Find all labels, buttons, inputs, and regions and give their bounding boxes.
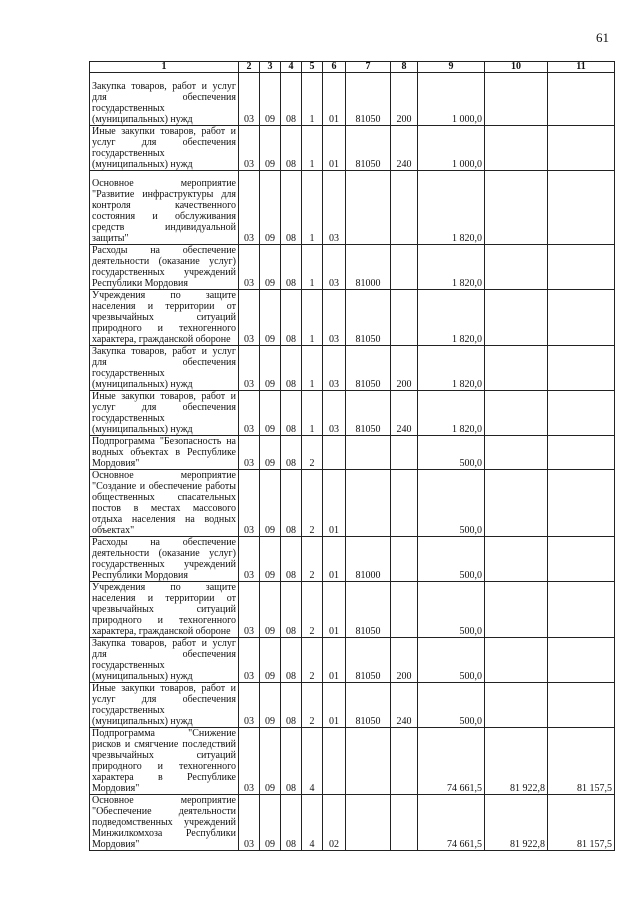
row-name: Основное мероприятие "Создание и обеспечение работы общественных спасательных постов в местах массового отдыха населения на водных объектах" — [90, 470, 239, 537]
cell-c8 — [391, 290, 418, 346]
cell-c9: 1 820,0 — [418, 391, 485, 436]
cell-c2: 03 — [239, 346, 260, 391]
cell-c9: 1 000,0 — [418, 126, 485, 171]
cell-c3: 09 — [260, 582, 281, 638]
cell-c5: 1 — [302, 126, 323, 171]
cell-c9: 500,0 — [418, 683, 485, 728]
cell-c10 — [485, 683, 548, 728]
column-header: 6 — [323, 62, 346, 73]
cell-c5: 1 — [302, 346, 323, 391]
column-header: 4 — [281, 62, 302, 73]
cell-c7: 81050 — [346, 346, 391, 391]
cell-c11: 81 157,5 — [548, 795, 615, 851]
cell-c7 — [346, 728, 391, 795]
cell-c10 — [485, 73, 548, 126]
cell-c9: 500,0 — [418, 537, 485, 582]
cell-c8: 200 — [391, 73, 418, 126]
cell-c3: 09 — [260, 73, 281, 126]
cell-c3: 09 — [260, 346, 281, 391]
column-header: 9 — [418, 62, 485, 73]
cell-c3: 09 — [260, 728, 281, 795]
cell-c7 — [346, 436, 391, 470]
cell-c2: 03 — [239, 391, 260, 436]
cell-c10 — [485, 537, 548, 582]
cell-c6: 01 — [323, 126, 346, 171]
column-header: 11 — [548, 62, 615, 73]
cell-c5: 2 — [302, 436, 323, 470]
cell-c6: 03 — [323, 346, 346, 391]
cell-c4: 08 — [281, 582, 302, 638]
cell-c8 — [391, 582, 418, 638]
cell-c4: 08 — [281, 391, 302, 436]
cell-c3: 09 — [260, 683, 281, 728]
cell-c7: 81050 — [346, 391, 391, 436]
page-number: 61 — [596, 30, 609, 45]
cell-c3: 09 — [260, 171, 281, 245]
cell-c7 — [346, 470, 391, 537]
cell-c6: 03 — [323, 391, 346, 436]
cell-c6: 02 — [323, 795, 346, 851]
cell-c11 — [548, 346, 615, 391]
cell-c3: 09 — [260, 290, 281, 346]
cell-c10 — [485, 346, 548, 391]
cell-c3: 09 — [260, 126, 281, 171]
cell-c9: 1 820,0 — [418, 346, 485, 391]
cell-c5: 2 — [302, 683, 323, 728]
cell-c2: 03 — [239, 171, 260, 245]
cell-c4: 08 — [281, 638, 302, 683]
cell-c11 — [548, 582, 615, 638]
cell-c10 — [485, 290, 548, 346]
cell-c4: 08 — [281, 728, 302, 795]
cell-c9: 1 820,0 — [418, 290, 485, 346]
row-name: Подпрограмма "Безопасность на водных объектах в Республике Мордовия" — [90, 436, 239, 470]
cell-c7: 81050 — [346, 290, 391, 346]
cell-c4: 08 — [281, 436, 302, 470]
row-name: Закупка товаров, работ и услуг для обеспечения государственных (муниципальных) нужд — [90, 73, 239, 126]
column-header: 10 — [485, 62, 548, 73]
cell-c5: 4 — [302, 728, 323, 795]
cell-c7: 81050 — [346, 126, 391, 171]
cell-c9: 74 661,5 — [418, 795, 485, 851]
cell-c10 — [485, 245, 548, 290]
cell-c8 — [391, 436, 418, 470]
cell-c2: 03 — [239, 245, 260, 290]
cell-c6 — [323, 728, 346, 795]
cell-c2: 03 — [239, 290, 260, 346]
cell-c4: 08 — [281, 290, 302, 346]
row-name: Основное мероприятие "Развитие инфраструктуры для контроля качественного состояния и обслуживания средств индивидуальной защиты" — [90, 171, 239, 245]
table-row — [90, 171, 615, 245]
cell-c11 — [548, 126, 615, 171]
cell-c9: 500,0 — [418, 470, 485, 537]
cell-c9: 500,0 — [418, 638, 485, 683]
cell-c3: 09 — [260, 795, 281, 851]
row-name: Расходы на обеспечение деятельности (оказание услуг) государственных учреждений Республики Мордовия — [90, 245, 239, 290]
cell-c7: 81050 — [346, 73, 391, 126]
cell-c10 — [485, 391, 548, 436]
table-row — [90, 73, 615, 126]
column-header: 3 — [260, 62, 281, 73]
cell-c10 — [485, 436, 548, 470]
row-name: Учреждения по защите населения и территории от чрезвычайных ситуаций природного и техногенного характера, гражданской обороне — [90, 582, 239, 638]
table-row — [90, 795, 615, 851]
cell-c5: 1 — [302, 171, 323, 245]
column-header: 2 — [239, 62, 260, 73]
cell-c8: 200 — [391, 346, 418, 391]
table-row — [90, 436, 615, 470]
row-name: Расходы на обеспечение деятельности (оказание услуг) государственных учреждений Республики Мордовия — [90, 537, 239, 582]
cell-c10 — [485, 470, 548, 537]
cell-c5: 1 — [302, 245, 323, 290]
cell-c2: 03 — [239, 795, 260, 851]
cell-c8: 240 — [391, 126, 418, 171]
cell-c3: 09 — [260, 436, 281, 470]
cell-c11 — [548, 683, 615, 728]
cell-c2: 03 — [239, 683, 260, 728]
cell-c7: 81000 — [346, 537, 391, 582]
table-row — [90, 582, 615, 638]
cell-c11 — [548, 171, 615, 245]
cell-c2: 03 — [239, 436, 260, 470]
cell-c2: 03 — [239, 470, 260, 537]
table-row — [90, 728, 615, 795]
row-name: Учреждения по защите населения и территории от чрезвычайных ситуаций природного и техногенного характера, гражданской обороне — [90, 290, 239, 346]
cell-c2: 03 — [239, 73, 260, 126]
cell-c11 — [548, 290, 615, 346]
cell-c11 — [548, 638, 615, 683]
cell-c6: 01 — [323, 582, 346, 638]
cell-c4: 08 — [281, 537, 302, 582]
cell-c4: 08 — [281, 683, 302, 728]
cell-c2: 03 — [239, 728, 260, 795]
cell-c6: 03 — [323, 171, 346, 245]
cell-c8: 240 — [391, 391, 418, 436]
cell-c11 — [548, 391, 615, 436]
table-row — [90, 126, 615, 171]
row-name: Основное мероприятие "Обеспечение деятельности подведомственных учреждений Минжилкомхоза Республики Мордовия" — [90, 795, 239, 851]
row-name: Закупка товаров, работ и услуг для обеспечения государственных (муниципальных) нужд — [90, 346, 239, 391]
table-body — [90, 73, 615, 851]
cell-c11 — [548, 470, 615, 537]
cell-c4: 08 — [281, 346, 302, 391]
cell-c9: 500,0 — [418, 436, 485, 470]
table-row — [90, 537, 615, 582]
cell-c4: 08 — [281, 171, 302, 245]
cell-c8 — [391, 537, 418, 582]
cell-c4: 08 — [281, 126, 302, 171]
cell-c5: 1 — [302, 391, 323, 436]
cell-c5: 1 — [302, 73, 323, 126]
cell-c11 — [548, 537, 615, 582]
cell-c7 — [346, 795, 391, 851]
cell-c8 — [391, 245, 418, 290]
cell-c6: 03 — [323, 245, 346, 290]
row-name: Закупка товаров, работ и услуг для обеспечения государственных (муниципальных) нужд — [90, 638, 239, 683]
cell-c5: 2 — [302, 537, 323, 582]
row-name: Подпрограмма "Снижение рисков и смягчение последствий чрезвычайных ситуаций природного и техногенного характера в Республике Мордовия" — [90, 728, 239, 795]
cell-c6: 01 — [323, 470, 346, 537]
cell-c3: 09 — [260, 470, 281, 537]
cell-c7: 81000 — [346, 245, 391, 290]
cell-c6: 01 — [323, 638, 346, 683]
cell-c5: 2 — [302, 638, 323, 683]
cell-c11 — [548, 436, 615, 470]
cell-c8 — [391, 728, 418, 795]
row-name: Иные закупки товаров, работ и услуг для обеспечения государственных (муниципальных) нужд — [90, 391, 239, 436]
cell-c2: 03 — [239, 126, 260, 171]
table-row — [90, 245, 615, 290]
cell-c3: 09 — [260, 537, 281, 582]
cell-c7: 81050 — [346, 683, 391, 728]
cell-c7: 81050 — [346, 582, 391, 638]
cell-c3: 09 — [260, 245, 281, 290]
cell-c10: 81 922,8 — [485, 728, 548, 795]
column-header: 8 — [391, 62, 418, 73]
cell-c11 — [548, 73, 615, 126]
cell-c8: 200 — [391, 638, 418, 683]
cell-c9: 1 000,0 — [418, 73, 485, 126]
cell-c11 — [548, 245, 615, 290]
cell-c9: 500,0 — [418, 582, 485, 638]
cell-c2: 03 — [239, 638, 260, 683]
cell-c2: 03 — [239, 582, 260, 638]
cell-c4: 08 — [281, 245, 302, 290]
cell-c10: 81 922,8 — [485, 795, 548, 851]
cell-c4: 08 — [281, 73, 302, 126]
cell-c9: 1 820,0 — [418, 171, 485, 245]
cell-c8 — [391, 795, 418, 851]
cell-c6 — [323, 436, 346, 470]
cell-c7: 81050 — [346, 638, 391, 683]
budget-table — [89, 61, 615, 851]
header-row — [90, 62, 615, 73]
cell-c4: 08 — [281, 795, 302, 851]
cell-c10 — [485, 171, 548, 245]
cell-c8 — [391, 171, 418, 245]
column-header: 7 — [346, 62, 391, 73]
row-name: Иные закупки товаров, работ и услуг для обеспечения государственных (муниципальных) нужд — [90, 126, 239, 171]
cell-c6: 01 — [323, 683, 346, 728]
cell-c8 — [391, 470, 418, 537]
cell-c3: 09 — [260, 391, 281, 436]
cell-c5: 1 — [302, 290, 323, 346]
table-row — [90, 638, 615, 683]
table-row — [90, 470, 615, 537]
cell-c5: 2 — [302, 470, 323, 537]
cell-c10 — [485, 638, 548, 683]
cell-c10 — [485, 582, 548, 638]
cell-c11: 81 157,5 — [548, 728, 615, 795]
column-header: 1 — [90, 62, 239, 73]
cell-c7 — [346, 171, 391, 245]
cell-c9: 74 661,5 — [418, 728, 485, 795]
column-header: 5 — [302, 62, 323, 73]
table-row — [90, 683, 615, 728]
cell-c4: 08 — [281, 470, 302, 537]
table-row — [90, 290, 615, 346]
cell-c2: 03 — [239, 537, 260, 582]
cell-c5: 4 — [302, 795, 323, 851]
cell-c10 — [485, 126, 548, 171]
cell-c6: 03 — [323, 290, 346, 346]
cell-c6: 01 — [323, 537, 346, 582]
table-row — [90, 391, 615, 436]
cell-c8: 240 — [391, 683, 418, 728]
cell-c3: 09 — [260, 638, 281, 683]
table-row — [90, 346, 615, 391]
cell-c9: 1 820,0 — [418, 245, 485, 290]
cell-c6: 01 — [323, 73, 346, 126]
row-name: Иные закупки товаров, работ и услуг для обеспечения государственных (муниципальных) нужд — [90, 683, 239, 728]
cell-c5: 2 — [302, 582, 323, 638]
